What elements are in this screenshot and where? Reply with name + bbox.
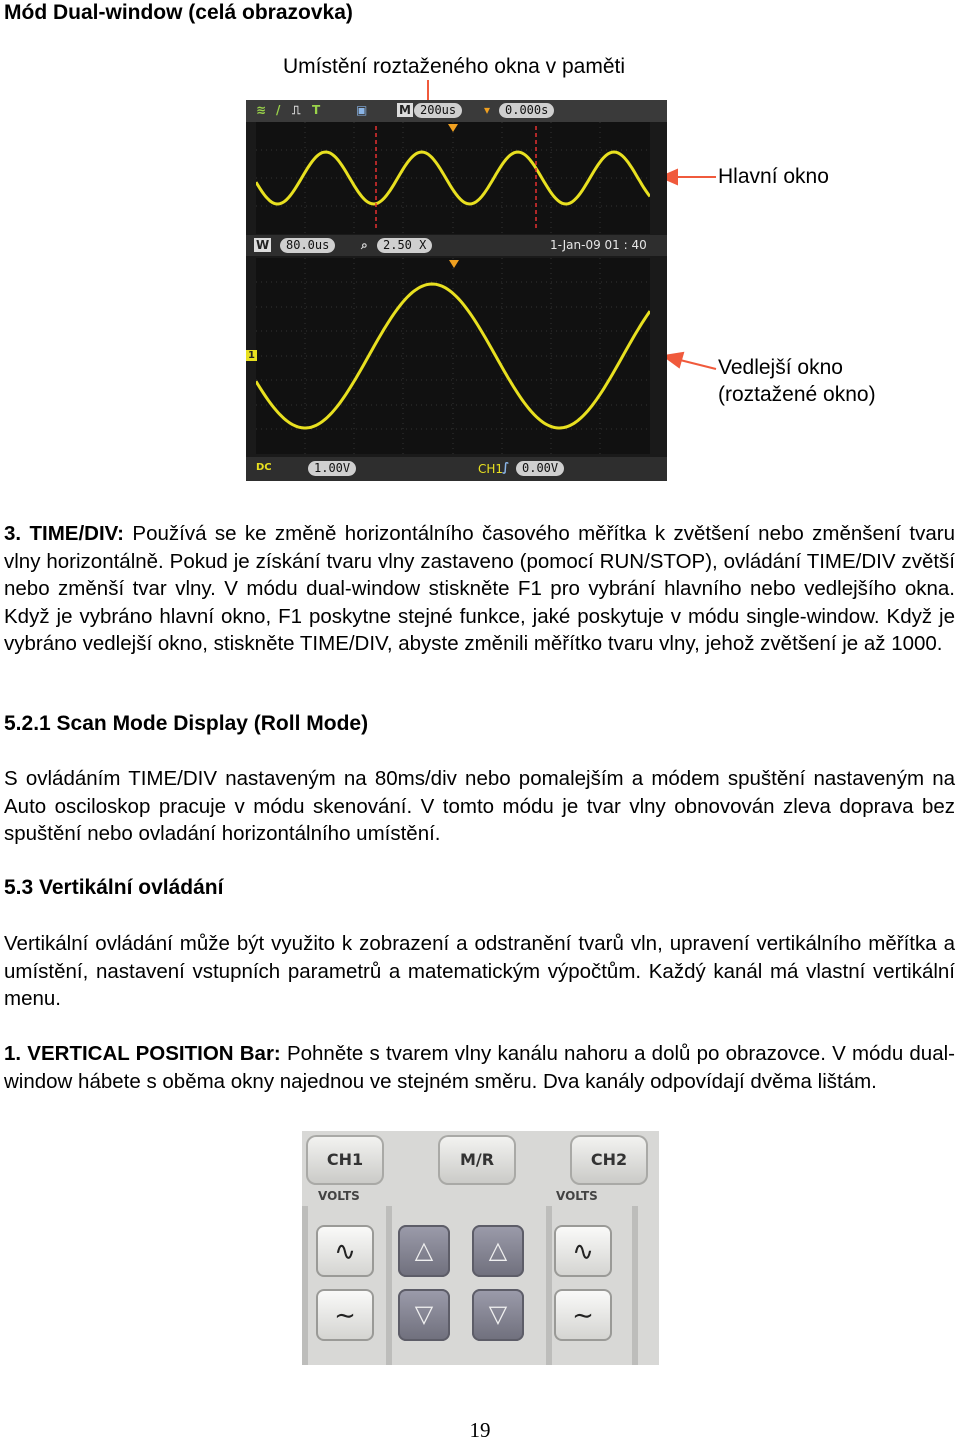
ch1-volts-readout: 1.00V bbox=[308, 461, 356, 476]
panel-divider bbox=[546, 1206, 552, 1365]
triangle-down-icon: ▽ bbox=[488, 1301, 508, 1328]
panel-divider bbox=[302, 1206, 308, 1365]
callout-sub-window-line2: (roztažené okno) bbox=[718, 383, 876, 406]
pulse-icon: ⎍ bbox=[292, 103, 301, 117]
vertical-position-text: Pohněte s tvarem vlny kanálu nahoru a dolů po obrazovce. V módu dual-window hábete s oběma okny najednou ve stejném směru. Dva kanály odpovídají dvěma lištám. bbox=[4, 1042, 955, 1093]
cursor-icon: / bbox=[276, 103, 281, 117]
trigger-level-readout: 0.00V bbox=[516, 461, 564, 476]
main-window bbox=[256, 122, 650, 234]
section-title: Mód Dual-window (celá obrazovka) bbox=[4, 1, 353, 24]
panel-divider bbox=[386, 1206, 392, 1365]
trigger-marker-sub bbox=[449, 260, 459, 268]
arrow-sub-window bbox=[680, 360, 716, 369]
dc-coupling-label: DC bbox=[256, 462, 272, 473]
zoom-factor-readout: 2.50 X bbox=[377, 238, 432, 253]
sub-window-trace bbox=[256, 258, 650, 454]
triangle-down-icon: ▽ bbox=[414, 1301, 434, 1328]
datetime-readout: 1-Jan-09 01 : 40 bbox=[550, 238, 647, 252]
acquire-icon: ≋ bbox=[256, 103, 267, 117]
sub-window bbox=[256, 258, 650, 454]
volts-label-ch1: VOLTS bbox=[318, 1189, 360, 1203]
time-div-label: 3. TIME/DIV: bbox=[4, 522, 125, 545]
page-number: 19 bbox=[469, 1418, 491, 1442]
m-label: M bbox=[399, 103, 411, 117]
paragraph-vertical-position bbox=[4, 1040, 955, 1095]
ch1-button[interactable]: CH1 bbox=[306, 1135, 384, 1185]
main-window-trace bbox=[256, 122, 650, 234]
magnifier-icon: ⌕ bbox=[361, 238, 368, 252]
save-icon: ▣ bbox=[356, 103, 368, 117]
w-label: W bbox=[256, 238, 270, 252]
ch2-button[interactable]: CH2 bbox=[570, 1135, 648, 1185]
panel-divider bbox=[632, 1206, 638, 1365]
paragraph-time-div bbox=[4, 520, 955, 658]
paragraph-scan-mode: S ovládáním TIME/DIV nastaveným na 80ms/div nebo pomalejším a módem spuštění nastaveným na Auto osciloskop pracuje v módu skenování. V tomto módu je tvar vlny obnovován zleva doprava bez spuštění nebo ovladání horizontálního umístění. bbox=[4, 767, 955, 845]
trigger-icon: T bbox=[312, 103, 321, 117]
channel-marker: 1 bbox=[248, 350, 255, 361]
rising-edge-icon: ∫ bbox=[502, 460, 510, 474]
vertical-position-label: 1. VERTICAL POSITION Bar: bbox=[4, 1042, 281, 1065]
ch2-volts-up-button[interactable] bbox=[554, 1225, 612, 1277]
heading-scan-mode: 5.2.1 Scan Mode Display (Roll Mode) bbox=[4, 712, 369, 735]
ch2-volts-down-button[interactable] bbox=[554, 1289, 612, 1341]
volts-label-ch2: VOLTS bbox=[556, 1189, 598, 1203]
scope-bottom-status-bar bbox=[246, 457, 667, 481]
oscilloscope-screen bbox=[246, 100, 667, 481]
ch2-position-up-button[interactable] bbox=[472, 1225, 524, 1277]
ch1-position-down-button[interactable] bbox=[398, 1289, 450, 1341]
callout-main-window: Hlavní okno bbox=[718, 165, 829, 188]
wave-icon: ∼ bbox=[334, 1300, 356, 1330]
trigger-position-icon: ▾ bbox=[484, 103, 491, 117]
ch1-volts-up-button[interactable] bbox=[316, 1225, 374, 1277]
vertical-control-panel bbox=[302, 1131, 659, 1365]
wave-icon: ∼ bbox=[572, 1300, 594, 1330]
scope-zoom-status-bar bbox=[246, 235, 667, 256]
trigger-position-readout: 0.000s bbox=[499, 103, 554, 118]
callout-sub-window-line1: Vedlejší okno bbox=[718, 356, 843, 379]
scope-top-status-bar bbox=[246, 100, 667, 122]
time-div-text: Používá se ke změně horizontálního časového měřítka k zvětšení nebo změnšení tvaru vlny horizontálně. Pokud je získání tvaru vlny zastaveno (pomocí RUN/STOP), ovládání TIME/DIV zvětší nebo změnší tvar vlny. V módu dual-window stiskněte F1 pro vybrání hlavního nebo vedlejšího okna. Když je vybráno hlavní okno, F1 poskytne stejné funkce, jaké poskytuje v módu single-window. Když je vybráno vedlejší okno, stiskněte TIME/DIV, abyste změnili měřítko tvaru vlny, jehož zvětšení je až 1000. bbox=[4, 522, 955, 655]
triangle-up-icon: △ bbox=[414, 1237, 434, 1264]
wave-icon: ∿ bbox=[572, 1236, 594, 1266]
math-ref-button[interactable]: M/R bbox=[438, 1135, 516, 1185]
paragraph-vertical-control: Vertikální ovládání může být využito k zobrazení a odstranění tvarů vln, upravení vertikálního měřítka a umístění, nastavení vstupních parametrů a matematickým výpočtům. Každý kanál má vlastní vertikální menu. bbox=[4, 932, 955, 1010]
zoom-time-readout: 80.0us bbox=[280, 238, 335, 253]
zoomed-waveform bbox=[256, 284, 650, 428]
ch1-position-up-button[interactable] bbox=[398, 1225, 450, 1277]
ch1-volts-down-button[interactable] bbox=[316, 1289, 374, 1341]
trigger-marker-main bbox=[448, 124, 458, 132]
wave-icon: ∿ bbox=[334, 1236, 356, 1266]
heading-vertical-control: 5.3 Vertikální ovládání bbox=[4, 876, 224, 899]
timebase-readout: 200us bbox=[414, 103, 462, 118]
trigger-channel-label: CH1 bbox=[478, 462, 504, 476]
callout-memory-position: Umístění roztaženého okna v paměti bbox=[283, 55, 626, 78]
ch2-position-down-button[interactable] bbox=[472, 1289, 524, 1341]
triangle-up-icon: △ bbox=[488, 1237, 508, 1264]
